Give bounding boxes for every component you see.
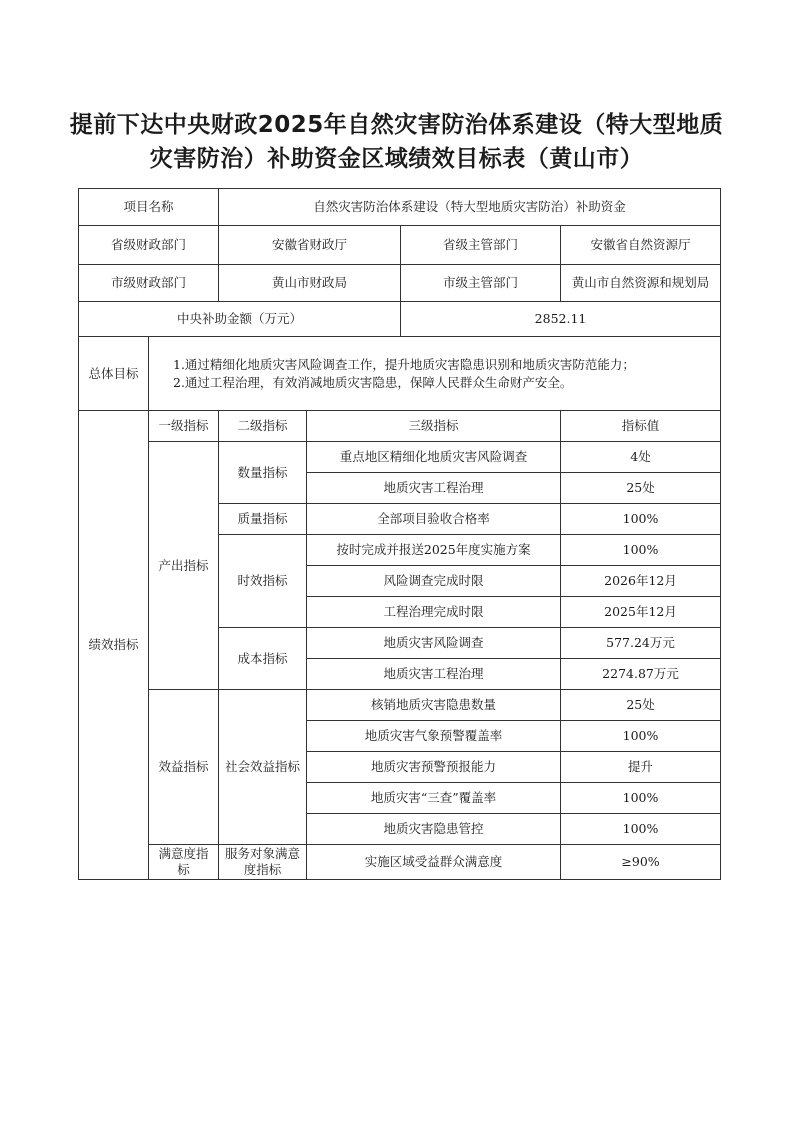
indicator-value: 4处 [561,442,721,473]
indicator-name: 实施区域受益群众满意度 [307,845,561,880]
l1-output: 产出指标 [149,442,219,690]
indicator-value: 100% [561,535,721,566]
indicator-value: 25处 [561,690,721,721]
title-line-1: 提前下达中央财政2025年自然灾害防治体系建设（特大型地质 [69,112,724,138]
l2-quantity: 数量指标 [219,442,307,504]
province-row [79,226,721,265]
indicator-value: 提升 [561,752,721,783]
indicator-name: 地质灾害工程治理 [307,473,561,504]
header-l1: 一级指标 [149,411,219,442]
amount-label: 中央补助金额（万元） [79,302,401,337]
indicator-name: 地质灾害隐患管控 [307,814,561,845]
header-l2: 二级指标 [219,411,307,442]
goal-line-1: 1.通过精细化地质灾害风险调查工作，提升地质灾害隐患识别和地质灾害防范能力； [173,356,635,372]
title-line-2: 灾害防治）补助资金区域绩效目标表（黄山市） [149,146,644,172]
l2-quality: 质量指标 [219,504,307,535]
indicator-value: 2026年12月 [561,566,721,597]
performance-table [78,188,721,880]
amount-value: 2852.11 [401,302,721,337]
city-row [79,265,721,302]
l1-satisfaction: 满意度指标 [149,845,219,880]
indicator-value: 25处 [561,473,721,504]
indicator-name: 按时完成并报送2025年度实施方案 [307,535,561,566]
indicator-name: 地质灾害风险调查 [307,628,561,659]
indicator-name: 地质灾害气象预警覆盖率 [307,721,561,752]
province-finance-value: 安徽省财政厅 [219,226,401,265]
indicator-value: ≥90% [561,845,721,880]
header-value: 指标值 [561,411,721,442]
indicator-value: 100% [561,814,721,845]
indicator-value: 2025年12月 [561,597,721,628]
city-dept-value: 黄山市自然资源和规划局 [561,265,721,302]
header-l3: 三级指标 [307,411,561,442]
amount-row [79,302,721,337]
city-finance-label: 市级财政部门 [79,265,219,302]
indicator-name: 核销地质灾害隐患数量 [307,690,561,721]
indicator-value: 2274.87万元 [561,659,721,690]
indicator-name: 地质灾害工程治理 [307,659,561,690]
indicator-value: 100% [561,783,721,814]
indicator-name: 地质灾害预警预报能力 [307,752,561,783]
indicator-name: 重点地区精细化地质灾害风险调查 [307,442,561,473]
indicator-name: 工程治理完成时限 [307,597,561,628]
indicator-name: 全部项目验收合格率 [307,504,561,535]
project-row [79,189,721,226]
city-finance-value: 黄山市财政局 [219,265,401,302]
city-dept-label: 市级主管部门 [401,265,561,302]
indicator-value: 100% [561,504,721,535]
table-row [79,690,721,721]
indicator-value: 577.24万元 [561,628,721,659]
l2-service-satisfaction: 服务对象满意度指标 [219,845,307,880]
project-name-value: 自然灾害防治体系建设（特大型地质灾害防治）补助资金 [219,189,721,226]
table-row [79,845,721,880]
l2-timeliness: 时效指标 [219,535,307,628]
indicator-value: 100% [561,721,721,752]
goal-label: 总体目标 [79,337,149,411]
l2-social-benefit: 社会效益指标 [219,690,307,845]
l1-benefit: 效益指标 [149,690,219,845]
document-title [40,108,753,176]
table-row [79,442,721,473]
goal-row [79,337,721,411]
goal-text [149,337,721,411]
project-name-label: 项目名称 [79,189,219,226]
perf-label: 绩效指标 [79,411,149,880]
indicator-name: 风险调查完成时限 [307,566,561,597]
province-dept-value: 安徽省自然资源厅 [561,226,721,265]
goal-line-2: 2.通过工程治理，有效消减地质灾害隐患，保障人民群众生命财产安全。 [173,374,573,390]
indicator-name: 地质灾害“三查”覆盖率 [307,783,561,814]
province-dept-label: 省级主管部门 [401,226,561,265]
perf-header-row [79,411,721,442]
l2-cost: 成本指标 [219,628,307,690]
province-finance-label: 省级财政部门 [79,226,219,265]
